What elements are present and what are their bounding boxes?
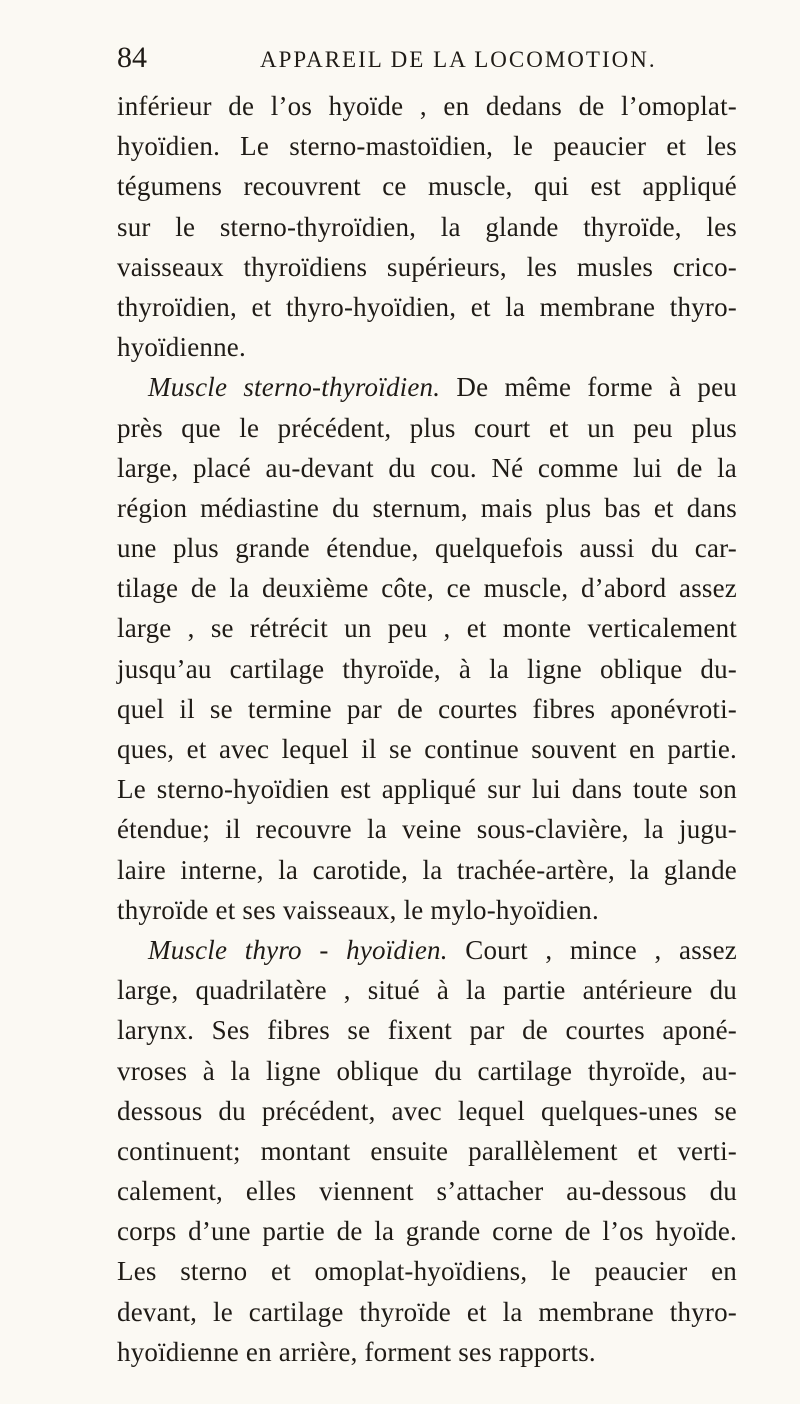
text-line	[117, 1131, 737, 1171]
line-text: De même forme à peu	[440, 372, 738, 403]
line-text: corps d’une partie de la grande corne de l’os hyoïde.	[117, 1216, 737, 1247]
text-line	[117, 528, 737, 568]
text-line	[117, 126, 737, 166]
line-text: quel il se termine par de courtes fibres aponévroti-	[117, 693, 737, 724]
line-text: devant, le cartilage thyroïde et la membrane thyro-	[117, 1296, 737, 1327]
text-line	[117, 488, 737, 528]
line-text: thyroïdien, et thyro-hyoïdien, et la membrane thyro-	[117, 291, 737, 322]
line-text: hyoïdienne en arrière, forment ses rapports.	[117, 1336, 596, 1367]
page-number: 84	[117, 41, 147, 74]
line-text: continuent; montant ensuite parallèlement et verti-	[117, 1135, 737, 1166]
line-text: thyroïde et ses vaisseaux, le mylo-hyoïdien.	[117, 894, 599, 925]
text-line	[117, 649, 737, 689]
line-text: large, quadrilatère , situé à la partie antérieure du	[117, 975, 737, 1006]
text-line	[117, 1010, 737, 1050]
text-line	[117, 729, 737, 769]
text-line	[117, 287, 737, 327]
line-text: tégumens recouvrent ce muscle, qui est appliqué	[117, 171, 737, 202]
line-text: près que le précédent, plus court et un peu plus	[117, 412, 737, 443]
line-text: larynx. Ses fibres se fixent par de courtes aponé-	[117, 1015, 737, 1046]
line-text: inférieur de l’os hyoïde , en dedans de l’omoplat-	[117, 91, 737, 121]
text-line	[117, 367, 737, 407]
line-text: une plus grande étendue, quelquefois aussi du car-	[117, 533, 737, 564]
line-text: Le sterno-hyoïdien est appliqué sur lui dans toute son	[117, 774, 737, 805]
line-text: ques, et avec lequel il se continue souvent en partie.	[117, 734, 737, 764]
line-text: tilage de la deuxième côte, ce muscle, d’abord assez	[117, 573, 737, 604]
text-line	[117, 890, 737, 930]
line-text: région médiastine du sternum, mais plus bas et dans	[117, 492, 737, 523]
text-line	[117, 448, 737, 488]
line-text: large , se rétrécit un peu , et monte verticalement	[117, 613, 737, 644]
running-head: APPAREIL DE LA LOCOMOTION.	[260, 47, 657, 72]
line-text: hyoïdienne.	[117, 332, 246, 363]
text-line	[117, 166, 737, 206]
line-text: sur le sterno-thyroïdien, la glande thyroïde, les	[117, 211, 737, 242]
line-text: vroses à la ligne oblique du cartilage thyroïde, au-	[117, 1055, 737, 1086]
text-line	[117, 769, 737, 809]
line-text: laire interne, la carotide, la trachée-artère, la glande	[117, 854, 737, 885]
text-line	[117, 809, 737, 849]
line-text: jusqu’au cartilage thyroïde, à la ligne oblique du-	[117, 653, 737, 684]
body-text	[117, 86, 737, 1372]
text-line	[117, 207, 737, 247]
line-text: étendue; il recouvre la veine sous-clavière, la jugu-	[117, 814, 737, 845]
text-line	[117, 1091, 737, 1131]
text-line	[117, 568, 737, 608]
text-line	[117, 1292, 737, 1332]
section-title: Muscle thyro - hyoïdien.	[148, 934, 448, 965]
line-text: Les sterno et omoplat-hyoïdiens, le peaucier en	[117, 1256, 737, 1287]
text-line	[117, 689, 737, 729]
text-line	[117, 850, 737, 890]
text-line	[117, 247, 737, 287]
text-line	[117, 1332, 737, 1372]
text-line	[117, 1171, 737, 1211]
text-line	[117, 608, 737, 648]
line-text: large, placé au-devant du cou. Né comme lui de la	[117, 452, 737, 483]
text-line	[117, 1051, 737, 1091]
line-text: Court , mince , assez	[447, 934, 737, 965]
line-text: vaisseaux thyroïdiens supérieurs, les musles crico-	[117, 251, 737, 282]
line-text: calement, elles viennent s’attacher au-dessous du	[117, 1176, 737, 1207]
text-line	[117, 327, 737, 367]
text-line	[117, 408, 737, 448]
text-line	[117, 930, 737, 970]
text-line	[117, 970, 737, 1010]
text-line	[117, 1211, 737, 1251]
text-line	[117, 86, 737, 126]
line-text: hyoïdien. Le sterno-mastoïdien, le peaucier et les	[117, 131, 737, 162]
line-text: dessous du précédent, avec lequel quelques-unes se	[117, 1095, 737, 1126]
section-title: Muscle sterno-thyroïdien.	[148, 372, 441, 403]
page-header	[117, 38, 717, 78]
text-line	[117, 1251, 737, 1291]
